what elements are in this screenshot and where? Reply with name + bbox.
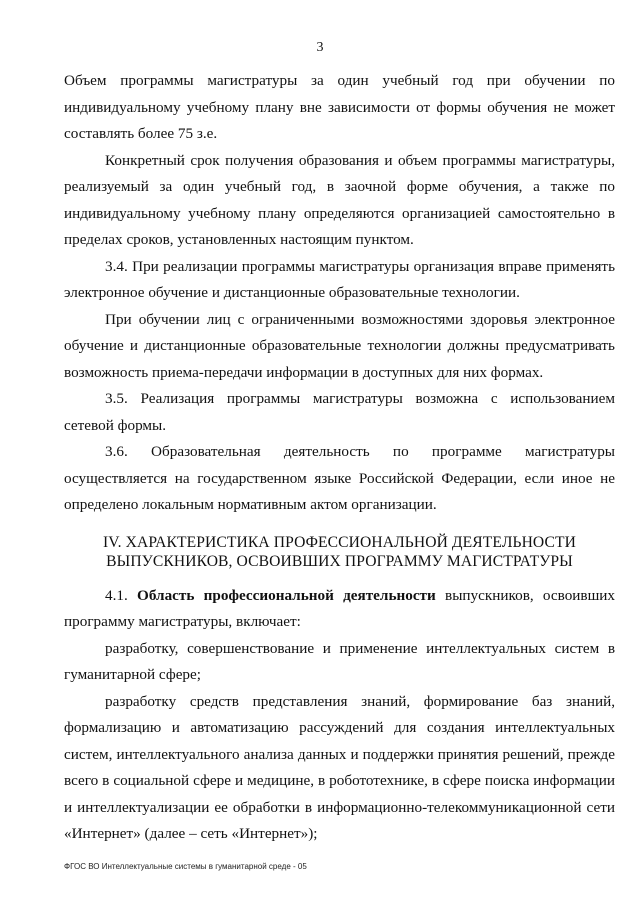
section-heading-line-1: IV. ХАРАКТЕРИСТИКА ПРОФЕССИОНАЛЬНОЙ ДЕЯТЕЛЬНОСТИ [103, 533, 576, 551]
paragraph-4-1-text: выпускников, освоивших программу магистратуры, включает: [64, 586, 616, 630]
paragraph-volume-per-year: Объем программы магистратуры за один учебный год при обучении по индивидуальному учебному плану вне зависимости от формы обучения не может составлять более 75 з.е. [64, 72, 615, 142]
paragraph-specific-term: Конкретный срок получения образования и объем программы магистратуры, реализуемый за один учебный год, в заочной форме обучения, а также по индивидуальному учебному плану определяются организацией самостоятельно в пределах сроков, установленных настоящим пунктом. [64, 151, 615, 248]
paragraph-4-1-number: 4.1. [105, 586, 128, 604]
list-item-development-systems: разработку, совершенствование и применение интеллектуальных систем в гуманитарной сфере; [64, 639, 615, 683]
list-item-knowledge-tools: разработку средств представления знаний, формирование баз знаний, формализацию и автоматизацию рассуждений для создания интеллектуальных систем, интеллектуального анализа данных и поддержки принятия решений, прежде всего в социальной сфере и медицине, в робототехнике, в сфере поиска информации и интеллектуализации ее обработки в информационно-телекоммуникационной сети «Интернет» (далее – сеть «Интернет»); [64, 692, 615, 842]
page-number: 3 [316, 40, 324, 55]
document-body [64, 68, 615, 848]
paragraph-3-6: 3.6. Образовательная деятельность по программе магистратуры осуществляется на государственном языке Российской Федерации, если иное не определено локальным нормативным актом организации. [64, 443, 615, 513]
paragraph-4-1 [64, 583, 615, 636]
paragraph-3-4: 3.4. При реализации программы магистратуры организация вправе применять электронное обучение и дистанционные образовательные технологии. [64, 257, 615, 301]
section-heading [64, 533, 615, 571]
page-footer: ФГОС ВО Интеллектуальные системы в гуманитарной среде - 05 [64, 862, 307, 871]
paragraph-disabilities: При обучении лиц с ограниченными возможностями здоровья электронное обучение и дистанционные образовательные технологии должны предусматривать возможность приема-передачи информации в доступных для них формах. [64, 310, 615, 381]
section-heading-line-2: ВЫПУСКНИКОВ, ОСВОИВШИХ ПРОГРАММУ МАГИСТРАТУРЫ [106, 552, 573, 570]
paragraph-4-1-bold-term: Область профессиональной деятельности [137, 586, 436, 604]
paragraph-3-5: 3.5. Реализация программы магистратуры возможна с использованием сетевой формы. [64, 390, 615, 434]
